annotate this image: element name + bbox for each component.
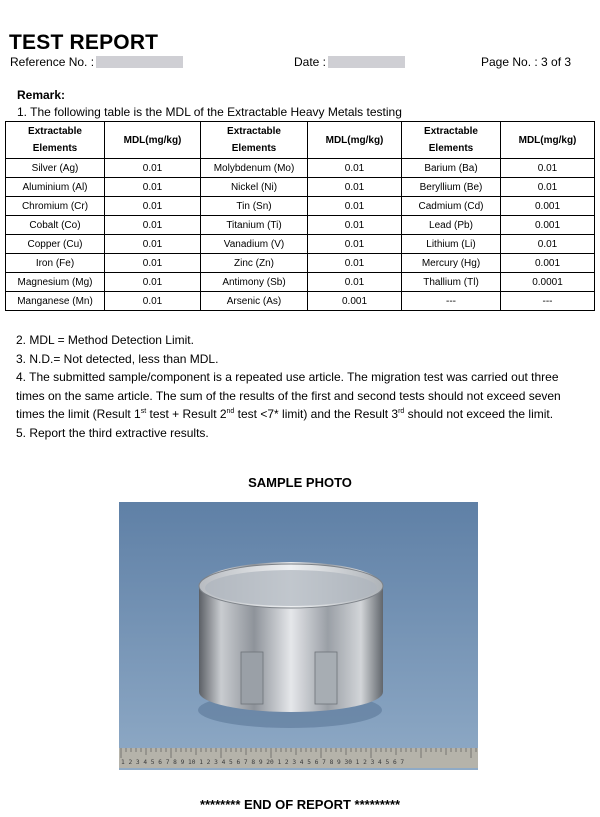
mdl-value-cell: 0.01 (308, 216, 402, 235)
element-cell: Titanium (Ti) (201, 216, 308, 235)
sample-photo (119, 502, 478, 770)
element-cell: Magnesium (Mg) (6, 273, 105, 292)
header-mdl-1: MDL(mg/kg) (105, 122, 201, 159)
mdl-value-cell: 0.01 (308, 273, 402, 292)
end-of-report: ******** END OF REPORT ********* (199, 797, 401, 812)
mdl-value-cell: 0.01 (308, 197, 402, 216)
header-elements-3 (402, 122, 501, 159)
header-text: Extractable (424, 126, 478, 137)
table-body (6, 159, 595, 311)
date-field (294, 55, 405, 69)
reference-field (10, 55, 183, 69)
header-text: Elements (231, 143, 277, 154)
mdl-value-cell: 0.01 (501, 178, 595, 197)
reference-label: Reference No. : (10, 55, 95, 69)
element-cell: Copper (Cu) (6, 235, 105, 254)
page-number: Page No. : 3 of 3 (481, 55, 572, 69)
table-header-row (6, 122, 595, 159)
sample-photo-title: SAMPLE PHOTO (248, 475, 352, 490)
superscript: st (140, 408, 147, 415)
mdl-value-cell: 0.001 (501, 254, 595, 273)
notes-section (16, 331, 584, 442)
superscript: rd (398, 408, 405, 415)
ruler-digits: 1 2 3 4 5 6 7 8 9 10 1 2 3 4 5 6 7 8 9 20 1 2 3 4 5 6 7 8 9 30 1 2 3 4 5 6 7 (121, 759, 405, 766)
table-row (6, 159, 595, 178)
element-cell: Vanadium (V) (201, 235, 308, 254)
header-mdl-3: MDL(mg/kg) (501, 122, 595, 159)
mdl-value-cell: --- (501, 292, 595, 311)
element-cell: Beryllium (Be) (402, 178, 501, 197)
ring-clip-left (241, 652, 263, 704)
element-cell: Lithium (Li) (402, 235, 501, 254)
element-cell: Arsenic (As) (201, 292, 308, 311)
mdl-value-cell: 0.001 (308, 292, 402, 311)
reference-redaction (96, 56, 183, 68)
note-4-text: test <7* limit) and the Result 3 (234, 407, 399, 421)
element-cell: Antimony (Sb) (201, 273, 308, 292)
element-cell: Barium (Ba) (402, 159, 501, 178)
mdl-value-cell: 0.01 (105, 216, 201, 235)
element-cell: Aluminium (Al) (6, 178, 105, 197)
table-row (6, 235, 595, 254)
element-cell: Silver (Ag) (6, 159, 105, 178)
superscript: nd (226, 408, 235, 415)
mdl-table (5, 121, 595, 311)
note-2: 2. MDL = Method Detection Limit. (16, 333, 194, 347)
element-cell: Molybdenum (Mo) (201, 159, 308, 178)
element-cell: Cobalt (Co) (6, 216, 105, 235)
element-cell: Zinc (Zn) (201, 254, 308, 273)
table-row (6, 254, 595, 273)
table-row (6, 197, 595, 216)
report-title: TEST REPORT (9, 31, 159, 54)
ring-interior (205, 570, 377, 606)
element-cell: Iron (Fe) (6, 254, 105, 273)
header-elements-1 (6, 122, 105, 159)
mdl-value-cell: 0.001 (501, 197, 595, 216)
header-text: Elements (32, 143, 78, 154)
element-cell: Mercury (Hg) (402, 254, 501, 273)
element-cell: Nickel (Ni) (201, 178, 308, 197)
mdl-value-cell: 0.001 (501, 216, 595, 235)
mdl-value-cell: 0.01 (105, 273, 201, 292)
header-mdl-2: MDL(mg/kg) (308, 122, 402, 159)
mdl-value-cell: 0.01 (105, 292, 201, 311)
mdl-value-cell: 0.01 (105, 235, 201, 254)
note-4 (16, 368, 584, 424)
header-text: Extractable (28, 126, 82, 137)
ring-clip-right (315, 652, 337, 704)
mdl-value-cell: 0.01 (308, 235, 402, 254)
mdl-value-cell: 0.01 (308, 159, 402, 178)
element-cell: Chromium (Cr) (6, 197, 105, 216)
date-label: Date : (294, 55, 327, 69)
element-cell: Thallium (Tl) (402, 273, 501, 292)
mdl-value-cell: 0.0001 (501, 273, 595, 292)
table-row (6, 216, 595, 235)
table-row (6, 273, 595, 292)
element-cell: Cadmium (Cd) (402, 197, 501, 216)
table-row (6, 178, 595, 197)
element-cell: --- (402, 292, 501, 311)
header-text: Elements (428, 143, 474, 154)
note-3: 3. N.D.= Not detected, less than MDL. (16, 351, 219, 366)
date-redaction (328, 56, 405, 68)
mdl-value-cell: 0.01 (501, 159, 595, 178)
remark-heading: Remark: (17, 88, 66, 102)
mdl-value-cell: 0.01 (105, 197, 201, 216)
note-4-text: test + Result 2 (146, 407, 227, 421)
mdl-value-cell: 0.01 (308, 178, 402, 197)
element-cell: Tin (Sn) (201, 197, 308, 216)
mdl-value-cell: 0.01 (501, 235, 595, 254)
header-elements-2 (201, 122, 308, 159)
mdl-value-cell: 0.01 (105, 159, 201, 178)
note-4-text: 4. The submitted sample/component is a repeated use article. The migration test was carried out three times on the same article. The sum of the results of the first and second tests should not exceed seven times the limit (Result 1 (16, 370, 561, 421)
note-5: 5. Report the third extractive results. (16, 425, 209, 440)
mdl-value-cell: 0.01 (308, 254, 402, 273)
element-cell: Manganese (Mn) (6, 292, 105, 311)
note-4-text: should not exceed the limit. (404, 407, 554, 421)
mdl-value-cell: 0.01 (105, 254, 201, 273)
mdl-value-cell: 0.01 (105, 178, 201, 197)
header-text: Extractable (227, 126, 281, 137)
remark-note-1: 1. The following table is the MDL of the Extractable Heavy Metals testing (17, 105, 402, 119)
table-row (6, 292, 595, 311)
element-cell: Lead (Pb) (402, 216, 501, 235)
